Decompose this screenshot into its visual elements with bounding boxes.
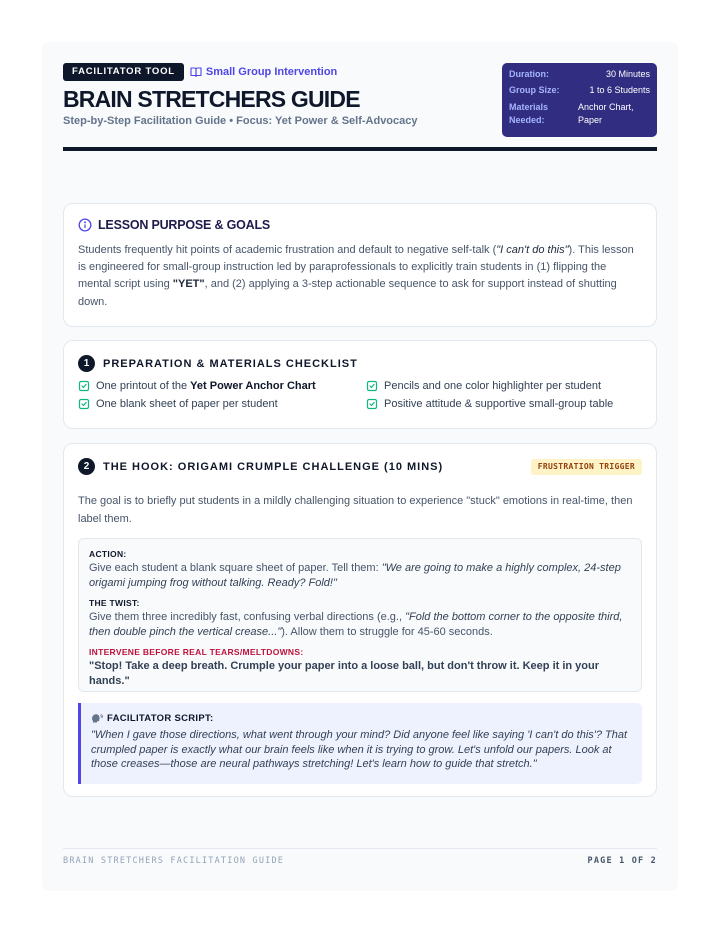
twist-end: ). Allow them to struggle for 45-60 seconds.	[281, 625, 493, 638]
page-subtitle: Step-by-Step Facilitation Guide • Focus: Yet Power & Self-Advocacy	[63, 115, 418, 127]
action-block	[89, 549, 631, 590]
script-label: FACILITATOR SCRIPT:	[107, 712, 214, 724]
twist-label: THE TWIST:	[89, 598, 140, 608]
checkbox-checked-icon	[366, 398, 378, 410]
hook-heading-left	[78, 458, 443, 475]
purpose-text	[78, 242, 642, 311]
checkbox-checked-icon	[78, 380, 90, 392]
meta-materials-label-line2: Needed:	[509, 115, 545, 125]
checklist-item	[366, 380, 646, 392]
twist-text	[89, 610, 631, 639]
purpose-quote: "I can't do this"	[496, 244, 569, 256]
meta-materials-label-line1: Materials	[509, 102, 549, 112]
purpose-text-part3: , and (2) applying a 3-step actionable sequence to ask for support instead of shutting down.	[78, 278, 617, 308]
facilitator-tool-tag: FACILITATOR TOOL	[63, 63, 184, 81]
action-quote: "We are going to make a highly complex, 24-step origami jumping frog without talking. Ready? Fold!"	[89, 562, 621, 589]
purpose-text-part2: ). This lesson is engineered for small-group instruction led by paraprofessionals to explicitly train students in (1) flipping the mental script using	[78, 244, 634, 291]
purpose-text-part1: Students frequently hit points of academic frustration and default to negative self-talk (	[78, 244, 497, 256]
checkbox-checked-icon	[366, 380, 378, 392]
facilitator-script-box	[78, 703, 642, 784]
header	[63, 63, 657, 127]
footer-divider	[63, 848, 657, 849]
prep-title: PREPARATION & MATERIALS CHECKLIST	[103, 357, 358, 370]
hook-card	[63, 443, 657, 797]
purpose-yet: "YET"	[172, 278, 205, 291]
intervention-label	[190, 66, 337, 78]
action-box	[78, 538, 642, 692]
checklist-item	[366, 398, 646, 410]
script-text: "When I gave those directions, what went through your mind? Did anyone feel like saying 'I can't do this'? That crumpled paper is exactly what our brain feels like when it is trying to grow. Let's unfold our papers. Look at those creases—those are neural pathways stretching! Let's learn how to guide that stretch."	[91, 729, 628, 770]
step-number-badge: 1	[78, 355, 95, 372]
intervene-text: "Stop! Take a deep breath. Crumple your paper into a loose ball, but don't throw it. Keep it in your hands."	[89, 660, 600, 687]
speaking-head-icon	[91, 712, 103, 724]
hook-intro: The goal is to briefly put students in a mildly challenging situation to experience "stuck" emotions in real-time, then label them.	[78, 495, 633, 525]
frustration-trigger-badge: FRUSTRATION TRIGGER	[531, 459, 642, 475]
meta-materials-value-line2: Paper	[578, 115, 603, 125]
meta-materials-label	[509, 101, 569, 127]
twist-block	[89, 598, 631, 639]
step-number-badge: 2	[78, 458, 95, 475]
preparation-card	[63, 340, 657, 429]
meta-group-label: Group Size:	[509, 85, 560, 95]
intervention-text: Small Group Intervention	[205, 66, 338, 78]
checklist-item-bold: Yet Power Anchor Chart	[190, 380, 316, 392]
twist-quote: "Fold the bottom corner to the opposite third, then double pinch the vertical crease..."	[89, 611, 623, 638]
info-icon	[78, 218, 92, 232]
checklist-item	[78, 398, 366, 410]
action-instruction: Give each student a blank square sheet of paper. Tell them:	[89, 562, 382, 574]
hook-title: THE HOOK: ORIGAMI CRUMPLE CHALLENGE (10 MINS)	[103, 460, 444, 473]
page-number: PAGE 1 OF 2	[587, 856, 657, 866]
meta-duration-value: 30 Minutes	[605, 69, 650, 79]
meta-materials-value-line1: Anchor Chart,	[578, 102, 634, 112]
book-icon	[190, 66, 202, 78]
checklist-item-text	[96, 380, 316, 392]
checklist-item-text: Pencils and one color highlighter per student	[384, 380, 602, 392]
hook-heading	[78, 458, 642, 475]
meta-materials	[509, 101, 650, 127]
lesson-meta-box	[502, 63, 657, 137]
twist-instruction: Give them three incredibly fast, confusing verbal directions (e.g.,	[89, 611, 406, 623]
meta-duration-label: Duration:	[509, 69, 549, 79]
meta-duration	[509, 69, 650, 79]
page	[42, 42, 678, 891]
footer	[63, 856, 657, 866]
purpose-title: LESSON PURPOSE & GOALS	[98, 218, 271, 232]
intervene-label: INTERVENE BEFORE REAL TEARS/MELTDOWNS:	[89, 647, 304, 657]
checklist-item-prefix: One printout of the	[96, 380, 191, 392]
meta-group-size	[509, 85, 650, 95]
meta-materials-value	[578, 101, 650, 127]
intervene-block	[89, 647, 631, 688]
checklist-item-text: One blank sheet of paper per student	[96, 398, 278, 410]
header-divider	[63, 147, 657, 151]
checkbox-checked-icon	[78, 398, 90, 410]
purpose-heading	[78, 218, 642, 232]
materials-checklist	[78, 380, 642, 410]
checklist-item	[78, 380, 366, 392]
action-label: ACTION:	[89, 549, 127, 559]
meta-group-value: 1 to 6 Students	[589, 85, 650, 95]
action-text	[89, 561, 631, 590]
footer-title: BRAIN STRETCHERS FACILITATION GUIDE	[63, 856, 285, 866]
page-title: BRAIN STRETCHERS GUIDE	[63, 86, 360, 112]
checklist-item-text: Positive attitude & supportive small-group table	[384, 398, 614, 410]
script-heading	[91, 712, 632, 724]
lesson-purpose-card	[63, 203, 657, 327]
prep-heading	[78, 355, 642, 372]
